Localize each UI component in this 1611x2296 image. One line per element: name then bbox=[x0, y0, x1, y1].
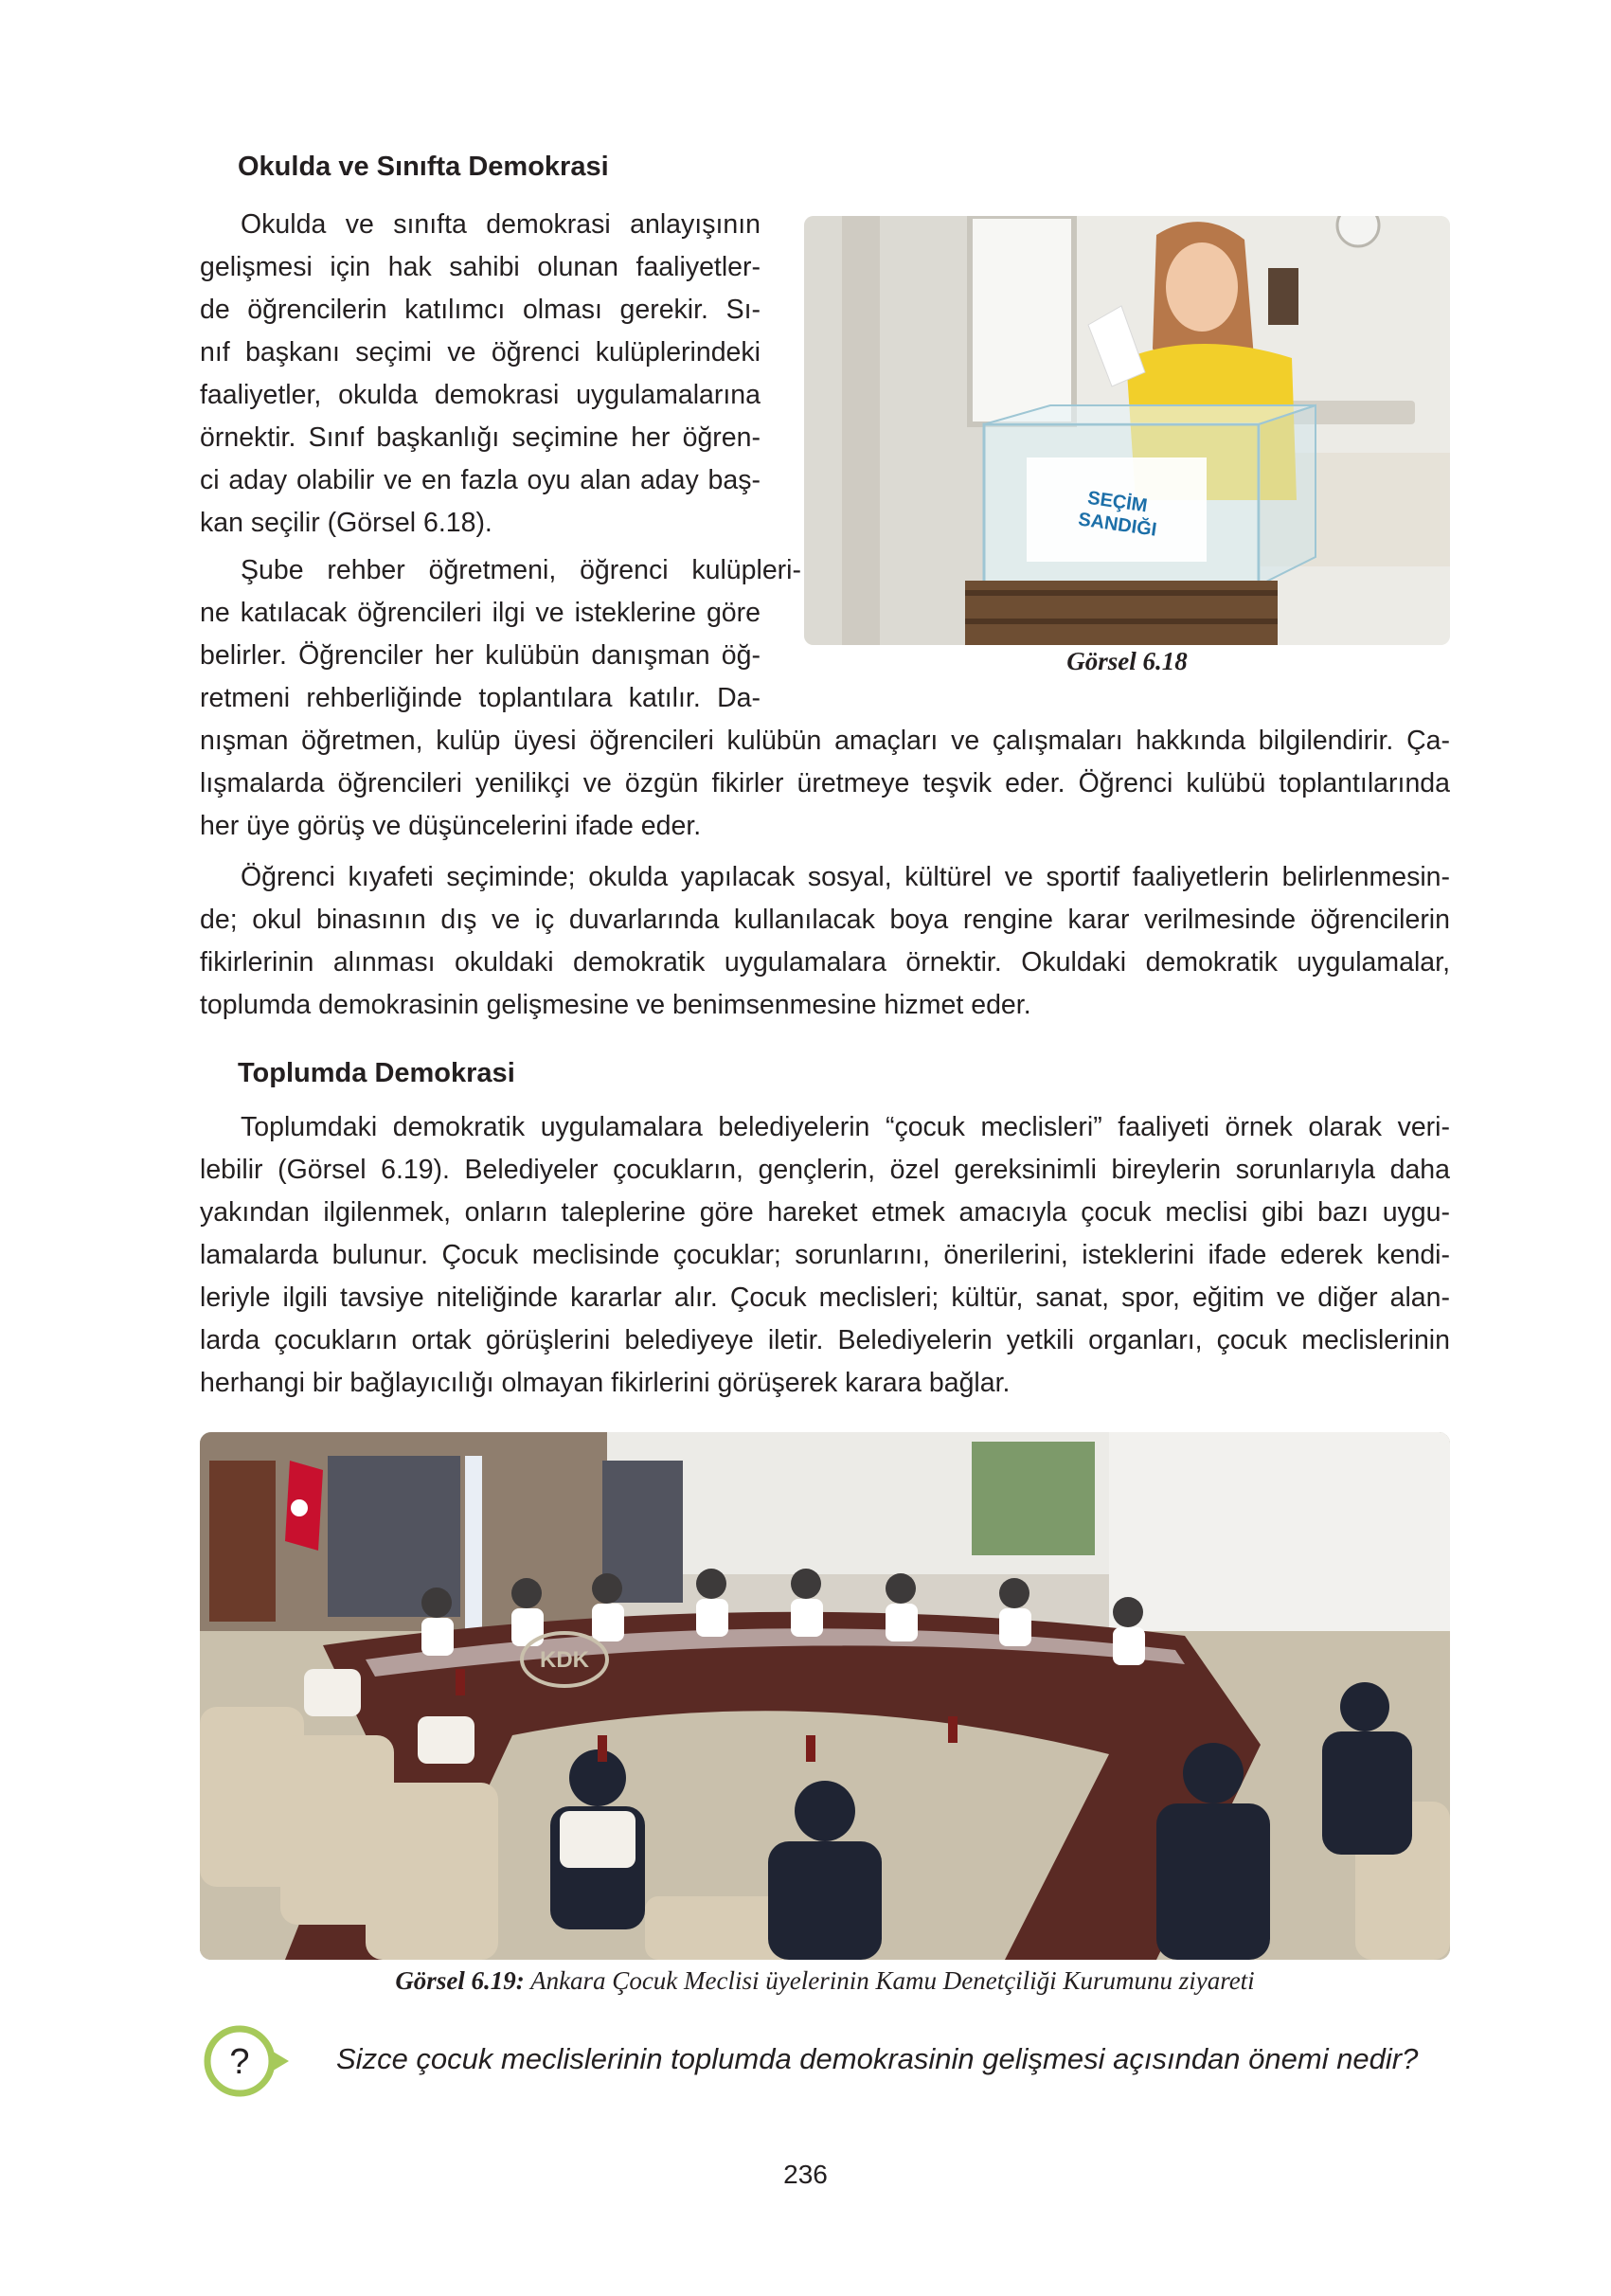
figure-caption-6-18: Görsel 6.18 bbox=[1066, 647, 1188, 675]
paragraph-line: Şube rehber öğretmeni, öğrenci kulüpleri- bbox=[241, 555, 801, 585]
paragraph-line: örnektir. Sınıf başkanlığı seçimine her öğren- bbox=[200, 422, 761, 453]
paragraph-line: her üye görüş ve düşüncelerini ifade eder. bbox=[200, 811, 702, 841]
table-logo: KDK bbox=[540, 1647, 589, 1673]
discussion-question: Sizce çocuk meclislerinin toplumda demokrasinin gelişmesi açısından önemi nedir? bbox=[336, 2042, 1419, 2075]
paragraph-line: fikirlerinin alınması okuldaki demokratik uygulamalara örnektir. Okuldaki demokratik uygulamalar, bbox=[200, 947, 1450, 978]
paragraph-line: de öğrencilerin katılımcı olması gerekir. Sı- bbox=[200, 295, 761, 325]
ballot-box-photo bbox=[804, 216, 1450, 645]
paragraph-line: larda çocukların ortak görüşlerini belediyeye iletir. Belediyelerin yetkili organları, çocuk meclislerinin bbox=[200, 1325, 1450, 1355]
paragraph-line: kan seçilir (Görsel 6.18). bbox=[200, 508, 492, 538]
paragraph-line: retmeni rehberliğinde toplantılara katılır. Da- bbox=[200, 683, 761, 713]
paragraph-line: toplumda demokrasinin gelişmesine ve benimsenmesine hizmet eder. bbox=[200, 990, 1031, 1020]
paragraph-line: Okulda ve sınıfta demokrasi anlayışının bbox=[241, 209, 761, 240]
section-heading-society-democracy: Toplumda Demokrasi bbox=[238, 1058, 515, 1088]
paragraph-line: Öğrenci kıyafeti seçiminde; okulda yapılacak sosyal, kültürel ve sportif faaliyetlerin belirlenmesin- bbox=[241, 862, 1450, 892]
paragraph-line: lamalarda bulunur. Çocuk meclisinde çocuklar; sorunlarını, önerilerini, isteklerini ifade ederek kendi- bbox=[200, 1240, 1450, 1270]
question-mark-symbol: ? bbox=[229, 2042, 250, 2082]
paragraph-children-councils bbox=[200, 1106, 1450, 1405]
ballot-box-label-line2: SANDIĞI bbox=[1077, 509, 1158, 541]
figure-caption-6-19 bbox=[200, 1966, 1450, 1996]
figure-caption-text: Ankara Çocuk Meclisi üyelerinin Kamu Denetçiliği Kurumunu ziyareti bbox=[524, 1966, 1255, 1995]
paragraph-line: gelişmesi için hak sahibi olunan faaliyetler- bbox=[200, 252, 761, 282]
paragraph-line: Toplumdaki demokratik uygulamalara belediyelerin “çocuk meclisleri” faaliyeti örnek olarak veri- bbox=[241, 1112, 1450, 1142]
council-meeting-photo bbox=[200, 1432, 1450, 1960]
paragraph-line: leriyle ilgili tavsiye niteliğinde kararlar alır. Çocuk meclisleri; kültür, sanat, spor, eğitim ve diğer alan- bbox=[200, 1283, 1450, 1313]
paragraph-line: ne katılacak öğrencileri ilgi ve isteklerine göre bbox=[200, 598, 761, 628]
question-mark-icon bbox=[202, 2021, 293, 2101]
paragraph-line: de; okul binasının dış ve iç duvarlarında kullanılacak boya rengine karar verilmesinde öğrencilerin bbox=[200, 905, 1450, 935]
paragraph-line: yakından ilgilenmek, onların taleplerine göre hareket etmek amacıyla çocuk meclisi gibi bazı uygu- bbox=[200, 1197, 1450, 1228]
paragraph-line: nışman öğretmen, kulüp üyesi öğrencileri kulübün amaçları ve çalışmaları hakkında bilgilendirir. Ça- bbox=[200, 726, 1450, 756]
paragraph-line: lebilir (Görsel 6.19). Belediyeler çocukların, gençlerin, özel gereksinimli bireylerin sorunlarıyla daha bbox=[200, 1155, 1450, 1185]
ballot-box-label-line1: SEÇİM bbox=[1085, 487, 1149, 517]
ballot-box-illustration bbox=[804, 216, 1450, 645]
paragraph-line: herhangi bir bağlayıcılığı olmayan fikirlerini görüşerek karara bağlar. bbox=[200, 1368, 1011, 1398]
section-heading-school-democracy: Okulda ve Sınıfta Demokrasi bbox=[238, 152, 609, 182]
page-number: 236 bbox=[783, 2160, 828, 2189]
council-meeting-illustration bbox=[200, 1432, 1450, 1960]
paragraph-line: lışmalarda öğrencileri yenilikçi ve özgün fikirler üretmeye teşvik eder. Öğrenci kulübü toplantılarında bbox=[200, 768, 1450, 798]
figure-caption-label: Görsel 6.19: bbox=[395, 1966, 525, 1995]
paragraph-school-democracy bbox=[200, 204, 761, 545]
paragraph-line: faaliyetler, okulda demokrasi uygulamalarına bbox=[200, 380, 761, 410]
paragraph-student-opinions bbox=[200, 856, 1450, 1027]
paragraph-line: belirler. Öğrenciler her kulübün danışman öğ- bbox=[200, 640, 761, 671]
paragraph-line: nıf başkanı seçimi ve öğrenci kulüplerindeki bbox=[200, 337, 761, 368]
paragraph-line: ci aday olabilir ve en fazla oyu alan aday baş- bbox=[200, 465, 761, 495]
